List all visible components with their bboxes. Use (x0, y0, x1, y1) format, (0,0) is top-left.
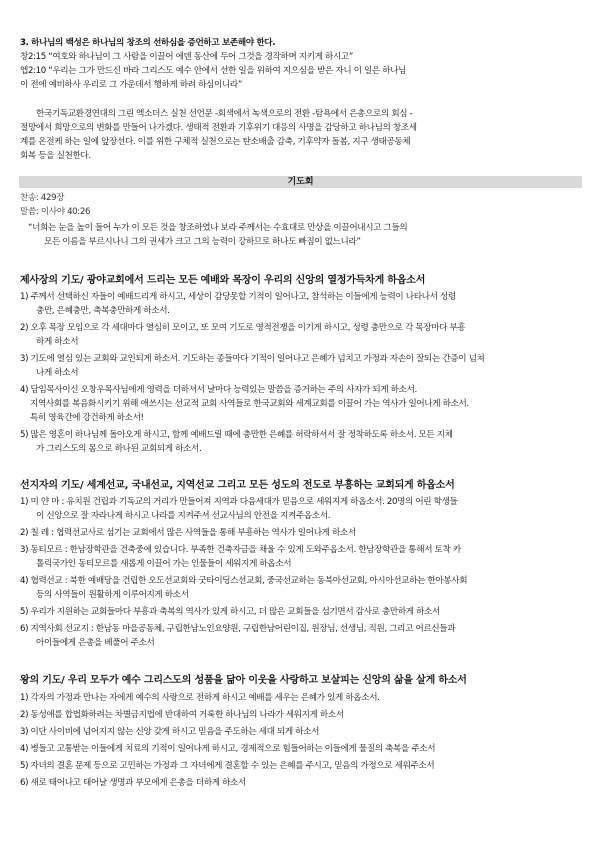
list-item: 6) 새로 태어나고 태어날 생명과 부모에게 은총을 더하게 하소서 (20, 778, 246, 788)
list-item: 이 신앙으로 잘 자라나게 하시고 나라를 지켜주셔 선교사님의 안전을 지켜주옵소서. (36, 511, 331, 521)
verse-genesis: 창2:15 “여호와 하나님이 그 사람을 이끌어 에덴 동산에 두어 그것을 경작하며 지키게 하시고” (20, 52, 353, 62)
prayer-meeting-title: 기도회 (19, 176, 582, 188)
list-item: 가 그리스도의 몸으로 하나된 교회되게 하소서. (36, 444, 202, 454)
list-item: 5) 자녀의 결혼 문제 등으로 고민하는 가정과 그 자녀에게 결혼할 수 있는 은혜를 주시고, 믿음의 가정으로 세워주소서 (20, 761, 435, 771)
list-item: 하게 하소서 (36, 337, 79, 347)
list-item: 등의 사역들이 원활하게 이루어지게 하소서 (36, 590, 189, 600)
list-item: 나게 하소서 (36, 368, 79, 378)
declaration-line3: 계를 온전케 하는 일에 앞장선다. 이를 위한 구체적 실천으로는 탄소배출 감축, 기후약자 돌봄, 지구 생태공동체 (20, 137, 411, 147)
list-item: 충만, 은혜충만, 축복충만하게 하소서. (36, 306, 170, 316)
point-heading: 3. 하나님의 백성은 하나님의 창조의 선하심을 증언하고 보존해야 한다. (20, 38, 276, 48)
list-item: 2) 오후 목장 모임으로 각 세대마다 열심히 모이고, 또 모여 기도로 영적전쟁을 이기게 하시고, 성령 충만으로 각 목장마다 부흥 (20, 323, 466, 333)
list-item: 2) 칠 레 : 협력선교사로 섬기는 교회에서 많은 사역들을 통해 부흥하는 역사가 일어나게 하소서 (20, 528, 356, 538)
verse-ephesians-line1: 엡2:10 “우리는 그가 만드신 바라 그리스도 예수 안에서 선한 일을 위하여 지으심을 받은 자니 이 일은 하나님 (20, 66, 407, 76)
list-item: 4) 협력선교 : 북한 예배당을 건립한 오도선교회와 굿타이딩스선교회, 중국선교하는 동북아선교회, 아시아선교하는 한아봉사회 (20, 576, 468, 586)
verse-ephesians-line2: 이 전에 예비하사 우리로 그 가운데서 행하게 하려 하심이니라” (20, 80, 242, 90)
scripture-reference: 말씀: 이사야 40:26 (20, 207, 91, 217)
list-item: 1) 각자의 가정과 만나는 자에게 예수의 사랑으로 전하게 하시고 예배를 세우는 은혜가 있게 하옵소서. (20, 693, 380, 703)
hymn-number: 찬송: 429장 (20, 193, 65, 203)
list-item: 5) 우리가 지원하는 교회들마다 부흥과 축복의 역사가 있게 하시고, 더 많은 교회들을 섬기면서 감사로 충만하게 하소서 (20, 607, 440, 617)
list-item: 3) 기도에 열심 있는 교회와 교인되게 하소서. 기도하는 종들마다 기적이 일어나고 은혜가 넘치고 가정과 자손이 잘되는 간증이 넘쳐 (20, 354, 485, 364)
list-item: 1) 주께서 선택하신 자들이 예배드리게 하시고, 세상이 감당못할 기적이 일어나고, 참석하는 이들에게 능력이 나타나서 성령 (20, 292, 456, 302)
priest-prayer-title: 제사장의 기도/ 광야교회에서 드리는 모든 예배와 목장이 우리의 신앙의 열정가득차게 하옵소서 (20, 275, 426, 286)
list-item: 2) 동성애를 합법화하려는 차별금지법에 반대하여 거룩한 하나님의 나라가 세워지게 하소서 (20, 710, 344, 720)
list-item: 4) 담임목사이신 오창우목사님에게 영력을 더하셔서 날마다 능력있는 말씀을 증거하는 주의 사자가 되게 하소서. (20, 385, 417, 395)
list-item: 지역사회를 복음화시키기 위해 애쓰시는 선교적 교회 사역들로 한국교회와 세계교회를 이끌어 가는 역사가 일어나게 하소서. (30, 399, 469, 409)
king-prayer-title: 왕의 기도/ 우리 모두가 예수 그리스도의 성품을 닮아 이웃을 사랑하고 보살피는 신앙의 삶을 살게 하소서 (20, 675, 467, 686)
list-item: 톨릭국가인 동티모르를 새롭게 이끌어 가는 인물들이 세워지게 하옵소서 (36, 559, 292, 569)
list-item: 4) 병들고 고통받는 이들에게 치료의 기적이 일어나게 하시고, 경제적으로 힘들어하는 이들에게 물질의 축복을 주소서 (20, 744, 436, 754)
scripture-line2: 모든 이름을 부르시나니 그의 권세가 크고 그의 능력이 강하므로 하나도 빠짐이 없느니라” (44, 237, 361, 247)
list-item: 1) 미 얀 마 : 유치원 건립과 기독교의 거리가 만들어져 지역과 다음세대가 믿음으로 세워지게 하옵소서. 20명의 어린 학생들 (20, 497, 458, 507)
list-item: 아이들에게 은총을 베풀어 주소서 (36, 638, 155, 648)
list-item: 3) 이단 사이비에 넘어지지 않는 신앙 갖게 하시고 믿음을 주도하는 세대 되게 하소서 (20, 727, 320, 737)
list-item: 3) 동티모르 : 한남장학관을 건축중에 있습니다. 부족한 건축자금을 채울 수 있게 도와주옵소서. 한남장학관을 통해서 토착 카 (20, 545, 461, 555)
list-item: 6) 지역사회 선교지 : 한남동 마을공동체, 구립한남노인요양원, 구립한남어린이집, 원장님, 선생님, 직원, 그리고 어르신들과 (20, 624, 456, 634)
list-item: 특히 영육간에 강건하게 하소서! (30, 413, 144, 423)
declaration-line1: 한국기독교환경연대의 그린 엑소더스 실천 선언문 -회색에서 녹색으로의 전환 -탐욕에서 은총으로의 회심 - (36, 109, 413, 119)
scripture-line1: “너희는 눈을 높이 들어 누가 이 모든 것을 창조하였나 보라 주께서는 수효대로 만상을 이끌어내시고 그들의 (28, 223, 408, 233)
list-item: 5) 많은 영혼이 하나님께 돌아오게 하시고, 함께 예배드릴 때에 충만한 은혜를 허락하셔서 잘 정착하도록 하소서. 모든 지체 (20, 430, 453, 440)
prophet-prayer-title: 선지자의 기도/ 세계선교, 국내선교, 지역선교 그리고 모든 성도의 전도로 부흥하는 교회되게 하옵소서 (20, 480, 455, 491)
declaration-line4: 회복 등을 실천한다. (20, 151, 91, 161)
declaration-line2: 절망에서 희망으로의 변화를 만들어 나가겠다. 생태적 전환과 기후위기 대응의 사명을 감당하고 하나님의 창조세 (20, 123, 417, 133)
